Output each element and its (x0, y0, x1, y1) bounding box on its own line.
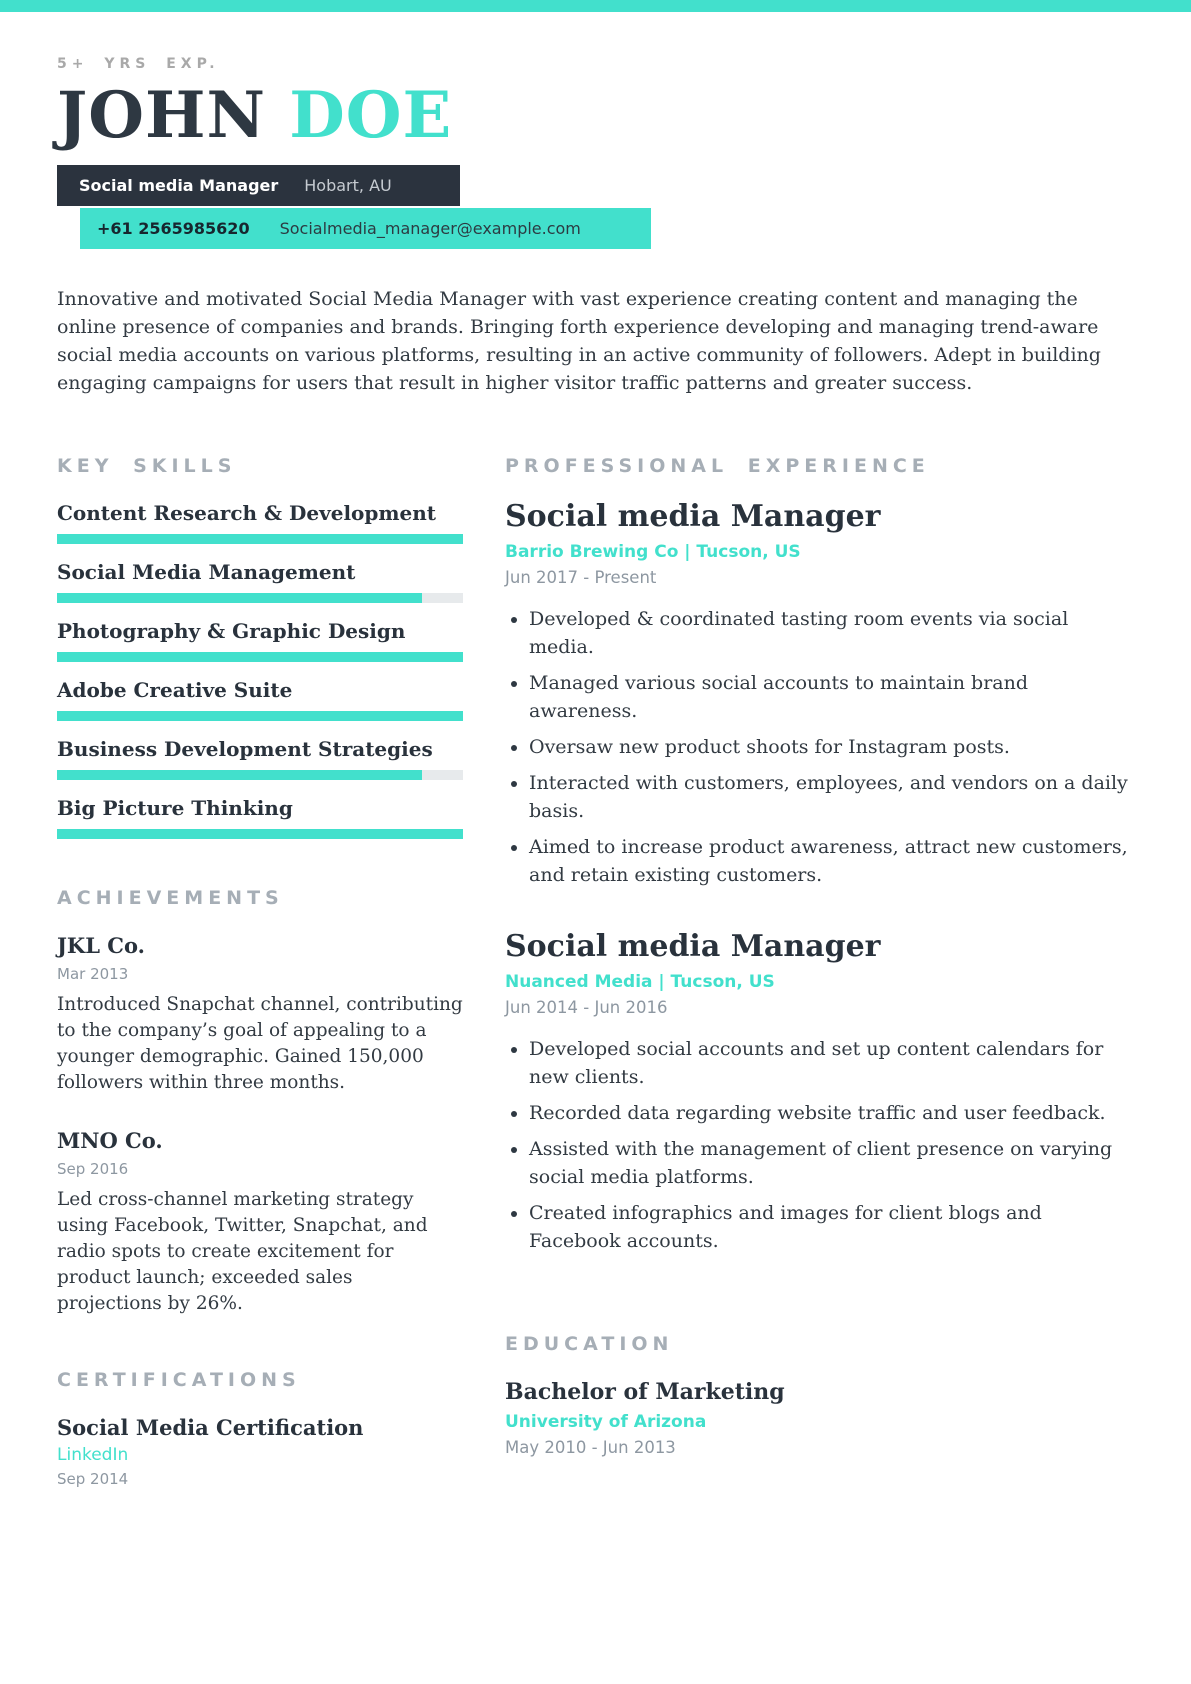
job-title: Social media Manager (505, 499, 881, 535)
achievement-date: Sep 2016 (57, 1160, 129, 1179)
left-column (57, 455, 463, 1488)
experience-section (505, 455, 1134, 1255)
job-dates: Jun 2017 - Present (505, 568, 657, 588)
job-bullet: • Interacted with customers, employees, and vendors on a daily basis. (529, 769, 1134, 825)
right-column (505, 455, 1134, 1488)
resume-header (57, 56, 1134, 249)
achievement-item (57, 1128, 463, 1317)
skill-label: Content Research & Development (57, 501, 437, 526)
job-dates: Jun 2014 - Jun 2016 (505, 998, 668, 1018)
section-title-achievements: ACHIEVEMENTS (57, 887, 284, 910)
section-title-education: EDUCATION (505, 1333, 674, 1356)
skill-item (57, 796, 463, 839)
certification-date: Sep 2014 (57, 1470, 129, 1489)
job-company: Nuanced Media | Tucson, US (505, 972, 775, 993)
skill-label: Big Picture Thinking (57, 796, 293, 821)
experience-job (505, 929, 1134, 1255)
job-bullet: • Created infographics and images for client blogs and Facebook accounts. (529, 1199, 1134, 1255)
achievement-description: Introduced Snapchat channel, contributing to the company’s goal of appealing to a younger demographic. Gained 150,000 followers within three months. (57, 994, 463, 1094)
experience-job (505, 499, 1134, 889)
skill-bar-fill (57, 534, 463, 544)
achievements-section (57, 887, 463, 1317)
section-title-key-skills: KEY SKILLS (57, 455, 237, 478)
achievement-date: Mar 2013 (57, 965, 129, 984)
summary-paragraph: Innovative and motivated Social Media Manager with vast experience creating content and managing the online presence of companies and brands. Bringing forth experience developing and managing trend-aware social media accounts on various platforms, resulting in an active community of followers. Adept in building engaging campaigns for users that result in higher visitor traffic patterns and greater success. (57, 288, 1101, 395)
education-dates: May 2010 - Jun 2013 (505, 1438, 676, 1458)
education-section (505, 1333, 1134, 1457)
achievement-item (57, 933, 463, 1096)
contact-bar (80, 208, 651, 249)
job-bullet: • Developed & coordinated tasting room events via social media. (529, 605, 1134, 661)
certification-item (57, 1415, 463, 1488)
skill-bar-fill (57, 711, 463, 721)
certification-issuer-link[interactable]: LinkedIn (57, 1445, 129, 1466)
achievement-description: Led cross-channel marketing strategy using Facebook, Twitter, Snapchat, and radio spots to create excitement for product launch; exceeded sales projections by 26%. (57, 1189, 428, 1315)
skill-item (57, 560, 463, 603)
section-title-experience: PROFESSIONAL EXPERIENCE (505, 455, 930, 478)
job-bullet: • Aimed to increase product awareness, attract new customers, and retain existing customers. (529, 833, 1134, 889)
skill-item (57, 619, 463, 662)
header-location: Hobart, AU (304, 176, 392, 196)
skill-bar-fill (57, 652, 463, 662)
job-title: Social media Manager (505, 929, 881, 965)
skill-bar-track (57, 652, 463, 662)
key-skills-section (57, 455, 463, 839)
skill-bar-fill (57, 829, 463, 839)
achievement-company: JKL Co. (57, 933, 145, 959)
skill-bar-fill (57, 593, 422, 603)
first-name: JOHN (57, 78, 266, 153)
phone-number: +61 2565985620 (97, 219, 250, 239)
skill-bar-track (57, 534, 463, 544)
candidate-name (57, 78, 1134, 153)
skill-bar-track (57, 711, 463, 721)
two-column-layout (57, 455, 1134, 1488)
job-bullet: • Recorded data regarding website traffic and user feedback. (529, 1099, 1134, 1127)
skill-item (57, 737, 463, 780)
job-bullet: • Developed social accounts and set up content calendars for new clients. (529, 1035, 1134, 1091)
skill-bar-track (57, 829, 463, 839)
achievement-company: MNO Co. (57, 1128, 163, 1154)
skill-bar-track (57, 593, 463, 603)
skill-label: Photography & Graphic Design (57, 619, 406, 644)
skills-list (57, 501, 463, 839)
skill-bar-track (57, 770, 463, 780)
section-title-certifications: CERTIFICATIONS (57, 1369, 301, 1392)
job-bullet: • Managed various social accounts to maintain brand awareness. (529, 669, 1134, 725)
job-title-bar (57, 165, 460, 206)
email-address: Socialmedia_manager@example.com (279, 219, 581, 239)
header-job-title: Social media Manager (79, 176, 279, 196)
last-name: DOE (289, 78, 453, 153)
job-bullet-list (505, 605, 1134, 889)
skill-label: Social Media Management (57, 560, 356, 585)
skill-bar-fill (57, 770, 422, 780)
job-company: Barrio Brewing Co | Tucson, US (505, 542, 801, 563)
skill-label: Adobe Creative Suite (57, 678, 293, 703)
skill-label: Business Development Strategies (57, 737, 433, 762)
accent-top-bar (0, 0, 1191, 12)
skill-item (57, 678, 463, 721)
education-item (505, 1379, 1134, 1457)
job-bullet-list (505, 1035, 1134, 1255)
job-bullet: • Assisted with the management of client presence on varying social media platforms. (529, 1135, 1134, 1191)
skill-item (57, 501, 463, 544)
education-school: University of Arizona (505, 1412, 707, 1433)
certifications-section (57, 1369, 463, 1488)
job-bullet: • Oversaw new product shoots for Instagram posts. (529, 733, 1134, 761)
education-degree: Bachelor of Marketing (505, 1379, 785, 1406)
experience-badge: 5+ YRS EXP. (57, 56, 220, 72)
certification-name: Social Media Certification (57, 1415, 364, 1441)
